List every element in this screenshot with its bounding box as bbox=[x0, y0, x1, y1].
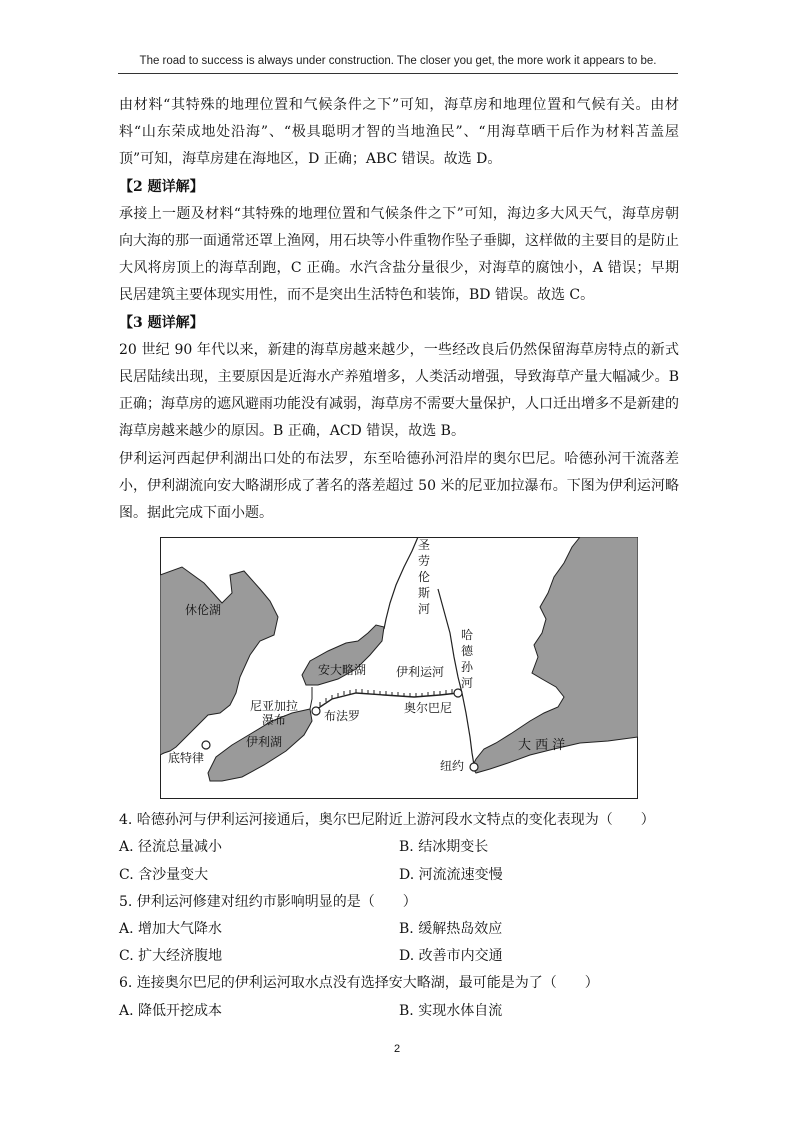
question-5-option-d: D. 改善市内交通 bbox=[399, 948, 503, 965]
answer-paragraph-2: 承接上一题及材料“其特殊的地理位置和气候条件之下”可知，海边多大风天气，海草房朝向大海的那一面通常还罩上渔网，用石块等小件重物作坠子垂脚，这样做的主要目的是防止大风将房顶上的海草刮跑，C 正确。水汽含盐分量很少，对海草的腐蚀小，A 错误；早期民居建筑主要体现实用性，而不是突出生活特色和装饰，BD 错误。故选 C。 bbox=[119, 205, 679, 304]
question-4-options-row-2 bbox=[119, 862, 679, 889]
label-lake-ontario: 安大略湖 bbox=[318, 663, 367, 678]
label-atlantic-ocean: 大 西 洋 bbox=[518, 738, 566, 754]
question-6-options-row-1 bbox=[119, 998, 679, 1025]
question-5-options-row-2 bbox=[119, 943, 679, 970]
label-lake-huron: 休伦湖 bbox=[185, 603, 222, 618]
page-number: 2 bbox=[393, 1043, 401, 1055]
answer-paragraph-3: 20 世纪 90 年代以来，新建的海草房越来越少，一些经改良后仍然保留海草房特点的新式民居陆续出现，主要原因是近海水产养殖增多，人类活动增强，导致海草产量大幅减少。B 正确；海草房的遮风避雨功能没有减弱，海草房不需要大量保护，人口迁出增多不是新建的海草房越来越少的原因。B 正确，ACD 错误，故选 B。 bbox=[119, 341, 679, 440]
question-5-option-a: A. 增加大气降水 bbox=[119, 921, 223, 938]
answer-heading-3: 【3 题详解】 bbox=[119, 314, 204, 331]
label-erie-canal: 伊利运河 bbox=[396, 665, 445, 680]
buffalo-marker bbox=[312, 707, 320, 715]
question-4-option-b: B. 结冰期变长 bbox=[399, 839, 489, 856]
label-niagara-falls: 尼亚加拉瀑布 bbox=[249, 699, 298, 728]
question-4-options-row-1 bbox=[119, 834, 679, 861]
erie-canal-map bbox=[160, 537, 638, 799]
label-albany: 奥尔巴尼 bbox=[404, 701, 453, 716]
answer-paragraph-1: 由材料“其特殊的地理位置和气候条件之下”可知，海草房和地理位置和气候有关。由材料“山东荣成地处沿海”、“极具聪明才智的当地渔民”、“用海草晒干后作为材料苫盖屋顶”可知，海草房建在海地区，D 正确；ABC 错误。故选 D。 bbox=[119, 97, 679, 168]
page-content bbox=[119, 92, 679, 1025]
detroit-marker bbox=[202, 741, 210, 749]
question-4-option-d: D. 河流流速变慢 bbox=[399, 866, 503, 883]
question-6-option-a: A. 降低开挖成本 bbox=[119, 1002, 223, 1019]
question-5-options-row-1 bbox=[119, 916, 679, 943]
question-4-option-c: C. 含沙量变大 bbox=[119, 866, 209, 883]
question-4-stem: 4. 哈德孙河与伊利运河接通后，奥尔巴尼附近上游河段水文特点的变化表现为（ ） bbox=[119, 812, 655, 829]
question-4-option-a: A. 径流总量减小 bbox=[119, 839, 223, 856]
label-buffalo: 布法罗 bbox=[324, 709, 361, 724]
header-divider bbox=[118, 73, 678, 74]
label-hudson-river: 哈德孙河 bbox=[460, 628, 473, 691]
question-6-stem: 6. 连接奥尔巴尼的伊利运河取水点没有选择安大略湖，最可能是为了（ ） bbox=[119, 975, 599, 992]
question-5-stem: 5. 伊利运河修建对纽约市影响明显的是（ ） bbox=[119, 893, 417, 910]
label-st-lawrence-river: 圣劳伦斯河 bbox=[417, 538, 430, 617]
label-lake-erie: 伊利湖 bbox=[246, 735, 283, 750]
new-york-marker bbox=[470, 763, 478, 771]
label-new-york: 纽约 bbox=[440, 759, 465, 774]
label-detroit: 底特律 bbox=[168, 751, 205, 766]
question-5-option-b: B. 缓解热岛效应 bbox=[399, 921, 503, 938]
question-6-option-b: B. 实现水体自流 bbox=[399, 1002, 503, 1019]
question-intro: 伊利运河西起伊利湖出口处的布法罗，东至哈德孙河沿岸的奥尔巴尼。哈德孙河干流落差小，伊利湖流向安大略湖形成了著名的落差超过 50 米的尼亚加拉瀑布。下图为伊利运河略图。据此完成下面小题。 bbox=[119, 450, 679, 522]
answer-heading-2: 【2 题详解】 bbox=[119, 178, 204, 195]
page-header: The road to success is always under construction. The closer you get, the more work it appears to be. bbox=[139, 55, 657, 67]
question-5-option-c: C. 扩大经济腹地 bbox=[119, 948, 223, 965]
